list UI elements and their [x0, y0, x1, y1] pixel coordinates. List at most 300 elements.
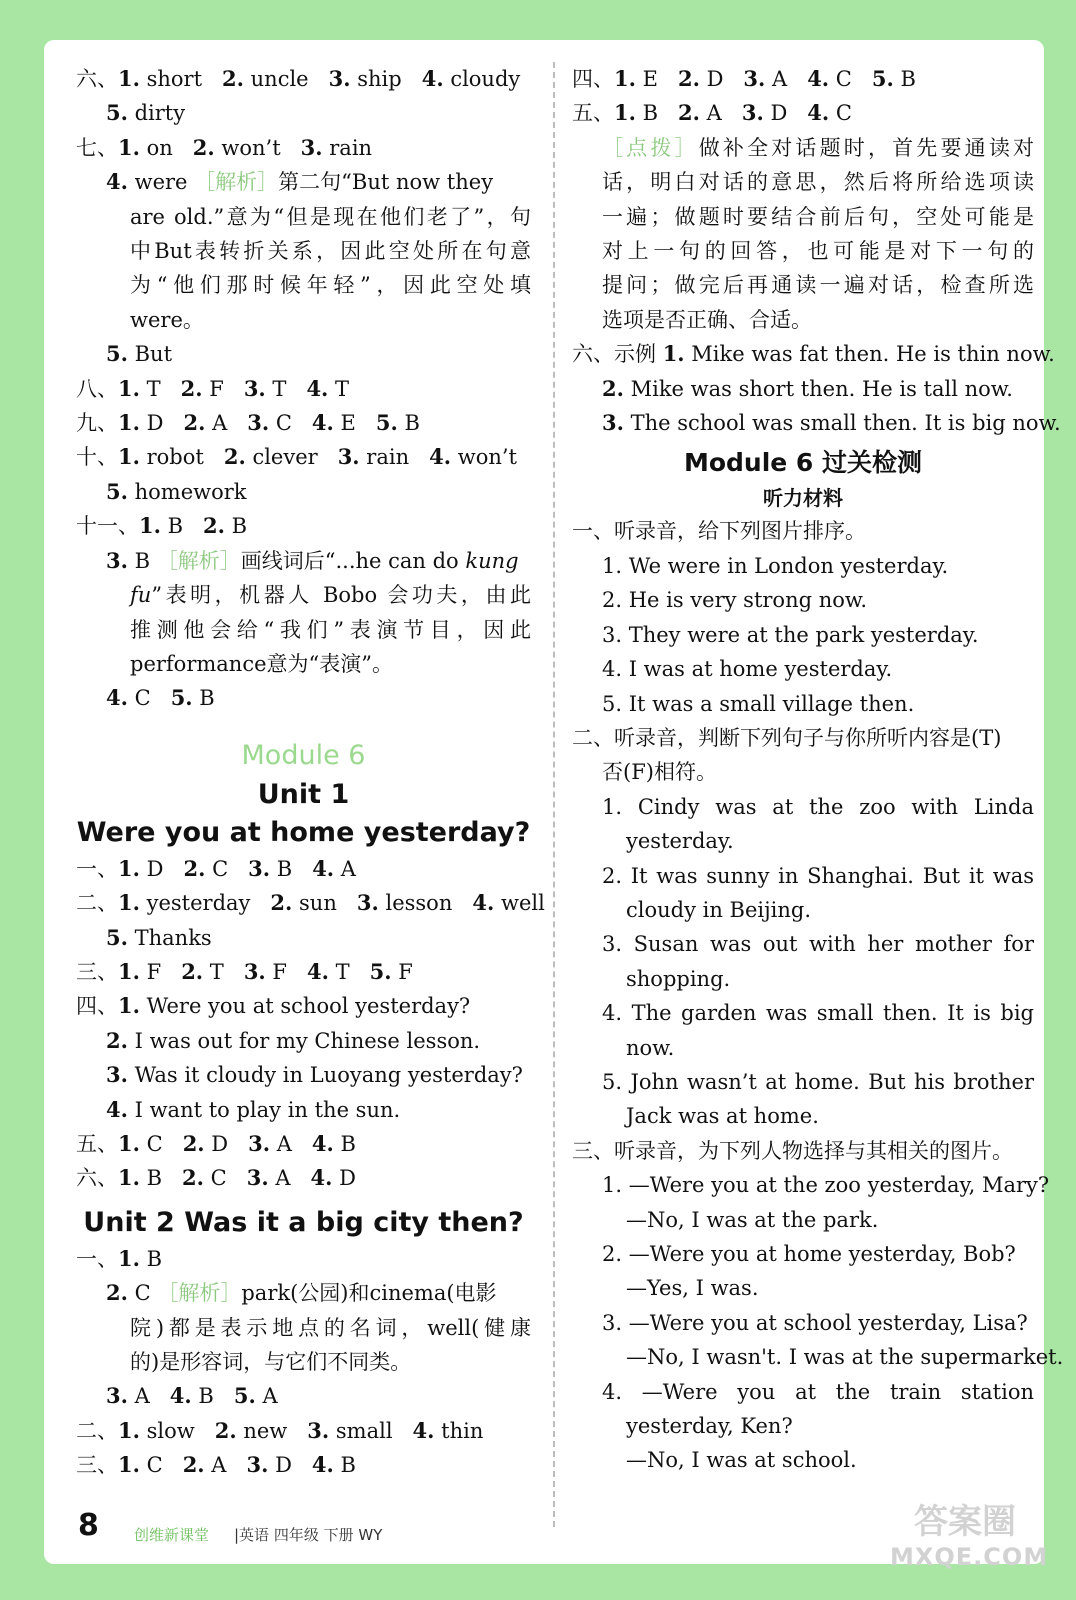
line-text: T [265, 376, 287, 401]
line-text: 二、 [76, 891, 118, 916]
line-text: A [255, 1384, 278, 1409]
answer-line [572, 893, 1034, 927]
left-column [76, 62, 545, 1483]
answer-line [76, 1448, 531, 1482]
line-text: 六、 [76, 1166, 118, 1191]
item-number: 3. [243, 375, 266, 401]
line-text: 六、 [76, 67, 118, 91]
line-text: sun [292, 891, 337, 916]
line-text: T [203, 959, 224, 984]
line-text: Thanks [127, 925, 212, 950]
listening-material-block [572, 514, 1064, 1477]
right-answers-block [572, 62, 1061, 440]
line-text: B [893, 67, 916, 91]
line-text: were [127, 170, 195, 195]
answer-line [572, 1134, 1034, 1168]
line-text: D [699, 67, 724, 91]
answer-line [572, 62, 1034, 96]
line-text: 提问；做完后再通读一遍对话，检查所选 [602, 273, 1034, 298]
answer-line [76, 1414, 531, 1448]
item-number: 5. [106, 924, 128, 950]
line-text: cloudy [443, 67, 521, 91]
line-text: 1. Cindy was at the zoo with Linda [602, 794, 1034, 819]
line-text: rain [322, 135, 373, 160]
item-number: 5. [106, 100, 128, 126]
item-number: 1. [118, 958, 140, 984]
answer-line [76, 62, 531, 96]
line-text: 四、 [572, 67, 614, 91]
line-text: 1. —Were you at the zoo yesterday, Mary? [602, 1173, 1050, 1198]
series-name: 创维新课堂 [134, 1526, 210, 1544]
line-text: cloudy in Beijing. [626, 897, 811, 922]
line-text: slow [139, 1418, 195, 1443]
item-number: 2. [602, 375, 624, 401]
line-text: won’t [451, 445, 517, 470]
line-text: park(公园)和cinema(电影 [241, 1281, 497, 1306]
answer-line [76, 578, 531, 612]
answer-line [572, 337, 1055, 371]
watermark-logo: 答案圈 [914, 1502, 1016, 1542]
answer-line [572, 583, 1034, 617]
item-number: 1. [614, 66, 636, 91]
line-text: 二、听录音，判断下列句子与你所听内容是(T) [572, 725, 1002, 750]
line-text: B [635, 101, 659, 126]
line-text: 十、 [76, 445, 118, 470]
analysis-tag: ［解析］ [157, 1281, 242, 1306]
line-text: C [205, 856, 229, 881]
item-number: 2. [106, 1280, 128, 1306]
line-text: new [236, 1418, 288, 1443]
answer-line [572, 1168, 1050, 1202]
item-number: 1. [118, 66, 140, 91]
line-text: D [268, 1453, 292, 1478]
answer-line [76, 475, 531, 509]
item-number: 1. [118, 444, 140, 470]
unit1-heading: Unit 1 [257, 778, 350, 810]
item-number: 2. [678, 100, 700, 126]
line-text: ”表明，机器人 Bobo 会功夫，由此 [151, 583, 531, 608]
line-text: A [127, 1384, 150, 1409]
line-text: 3. Susan was out with her mother for [602, 932, 1034, 957]
line-text: C [127, 686, 151, 711]
line-text: B [127, 548, 157, 573]
line-text: Mike was short then. He is tall now. [623, 376, 1013, 401]
line-text: —No, I was at the park. [626, 1207, 879, 1232]
line-text: E [333, 411, 356, 436]
column-divider [553, 62, 555, 1527]
item-number: 5. [106, 478, 128, 504]
line-text: B [333, 1453, 356, 1478]
line-text: A [204, 1453, 227, 1478]
answer-line [572, 996, 1034, 1030]
line-text: B [333, 1131, 356, 1156]
item-number: 4. [311, 410, 334, 436]
line-text: Were you at school yesterday? [139, 994, 471, 1019]
answer-line [76, 1276, 531, 1310]
item-number: 3. [247, 410, 270, 436]
line-text: yesterday [139, 891, 251, 916]
answer-line [76, 1242, 531, 1276]
line-text: 七、 [76, 135, 118, 160]
item-number: 2. [181, 958, 204, 984]
answer-line [572, 165, 1034, 199]
item-number: 4. [307, 958, 329, 984]
item-number: 2. [182, 1130, 205, 1156]
line-text: F [139, 959, 162, 984]
answer-line [572, 1306, 1034, 1340]
item-number: 1. [118, 410, 140, 436]
line-text: A [268, 1166, 291, 1191]
line-text: —No, I wasn't. I was at the supermarket. [626, 1345, 1064, 1370]
item-number: 1. [139, 513, 161, 539]
answer-line [572, 755, 1034, 789]
line-text: A [334, 856, 356, 881]
item-number: 2. [677, 66, 700, 91]
item-number: 4. [421, 66, 444, 91]
item-number: 5. [106, 341, 128, 367]
line-text: C [139, 1453, 163, 1478]
answer-line [572, 687, 1034, 721]
item-number: 4. [106, 1096, 128, 1122]
line-text: C [203, 1166, 227, 1191]
subject-info: |英语 四年级 下册 WY [234, 1526, 383, 1544]
answer-line [572, 927, 1034, 961]
line-text: B [192, 686, 215, 711]
line-text: I was out for my Chinese lesson. [127, 1028, 481, 1053]
line-text: B [191, 1384, 214, 1409]
item-number: 1. [118, 375, 140, 401]
line-text: B [224, 514, 248, 539]
answer-line [76, 96, 531, 130]
item-number: 4. [807, 100, 830, 126]
line-text: C [269, 411, 292, 436]
item-number: 4. [412, 1417, 435, 1443]
line-text: Mike was fat then. He is thin now. [684, 342, 1055, 367]
line-text: ship [350, 67, 402, 91]
answer-line [76, 303, 531, 337]
answer-line [572, 96, 1034, 130]
answer-line [572, 1065, 1034, 1099]
line-text: yesterday, Ken? [626, 1414, 793, 1439]
answer-line [76, 852, 531, 886]
right-column [572, 62, 1064, 1478]
item-number: 4. [311, 1130, 334, 1156]
line-text: were。 [130, 307, 204, 332]
answer-line [572, 1443, 1034, 1477]
item-number: 2. [182, 1452, 205, 1478]
line-text: uncle [243, 67, 309, 91]
answer-line [76, 544, 531, 578]
answer-line [76, 921, 531, 955]
line-text: robot [139, 445, 204, 470]
line-text: B [139, 1246, 163, 1271]
answer-line [76, 1161, 531, 1195]
line-text: B [270, 856, 293, 881]
item-number: 3. [741, 100, 764, 126]
line-text: homework [127, 479, 247, 504]
line-text: 否(F)相符。 [602, 760, 717, 785]
line-text: shopping. [626, 966, 731, 991]
line-text: 画线词后“...he can do [240, 548, 466, 573]
answer-line [572, 618, 1034, 652]
answer-line [76, 1058, 531, 1092]
module-test-title: Module 6 过关检测 [683, 448, 923, 478]
line-text: 2. It was sunny in Shanghai. But it was [602, 863, 1034, 888]
line-text: B [397, 411, 420, 436]
line-text: clever [245, 445, 318, 470]
line-text: E [635, 67, 658, 91]
line-text: 为“他们那时候年轻”，因此空处填 [130, 273, 531, 298]
line-text: A [205, 411, 228, 436]
line-text: C [139, 1131, 163, 1156]
item-number: 4. [429, 444, 452, 470]
line-text: 3. —Were you at school yesterday, Lisa? [602, 1310, 1028, 1335]
answer-line [76, 165, 531, 199]
item-number: 2. [203, 513, 225, 539]
analysis-tag: ［解析］ [194, 170, 279, 195]
item-number: 4. [807, 66, 830, 91]
line-text: 2. —Were you at home yesterday, Bob? [602, 1242, 1016, 1266]
item-number: 3. [248, 855, 271, 881]
item-number: 3. [246, 1452, 269, 1478]
item-number: 1. [118, 1452, 140, 1478]
line-text: C [829, 101, 852, 126]
answer-line [572, 1099, 1034, 1133]
item-number: 3. [337, 444, 360, 470]
line-text: 三、 [76, 959, 118, 984]
line-text: performance意为“表演”。 [130, 651, 393, 676]
answer-line [76, 955, 531, 989]
item-number: 5. [871, 66, 894, 91]
line-text: thin [434, 1418, 484, 1443]
line-text: I want to play in the sun. [127, 1097, 401, 1122]
item-number: 2. [222, 66, 244, 91]
italic-text: kung [465, 548, 519, 573]
italic-text: fu [130, 583, 152, 608]
item-number: 4. [311, 1452, 334, 1478]
item-number: 5. [369, 958, 392, 984]
item-number: 1. [614, 100, 636, 126]
analysis-tag: ［点拨］ [602, 135, 699, 160]
line-text: 的)是形容词，与它们不同类。 [130, 1350, 412, 1374]
line-text: D [139, 411, 164, 436]
line-text: Was it cloudy in Luoyang yesterday? [127, 1063, 523, 1088]
item-number: 1. [118, 1165, 140, 1191]
answer-line [76, 131, 531, 165]
line-text: T [328, 376, 350, 401]
item-number: 4. [106, 685, 128, 711]
answer-line [76, 1345, 531, 1379]
line-text: now. [626, 1035, 675, 1060]
item-number: 1. [118, 134, 140, 160]
line-text: 五、 [76, 1131, 118, 1156]
line-text: 5. It was a small village then. [602, 691, 915, 716]
item-number: 2. [183, 410, 206, 436]
answer-line [76, 406, 531, 440]
line-text: 一、听录音，给下列图片排序。 [572, 519, 866, 544]
item-number: 1. [118, 855, 140, 881]
line-text: small [329, 1418, 393, 1443]
answer-line [76, 1093, 531, 1127]
item-number: 1. [118, 1417, 140, 1443]
line-text: 第二句“But now they [278, 170, 494, 195]
answer-line [76, 1379, 531, 1413]
line-text: 九、 [76, 411, 118, 436]
line-text: 一、 [76, 1246, 118, 1271]
item-number: 3. [243, 958, 266, 984]
item-number: 2. [192, 134, 215, 160]
item-number: 4. [310, 1165, 333, 1191]
answer-line [572, 859, 1034, 893]
watermark [890, 1500, 1049, 1580]
item-number: 2. [182, 1165, 204, 1191]
answer-line [76, 1127, 531, 1161]
line-text: 三、听录音，为下列人物选择与其相关的图片。 [572, 1138, 1013, 1163]
item-number: 4. [169, 1383, 192, 1409]
item-number: 2. [183, 855, 206, 881]
item-number: 1. [118, 993, 140, 1019]
item-number: 1. [118, 1130, 140, 1156]
line-text: 三、 [76, 1453, 118, 1478]
left-answers-block [76, 62, 531, 716]
item-number: 3. [602, 410, 624, 436]
answer-line [572, 824, 1034, 858]
answer-line [572, 1409, 1034, 1443]
item-number: 3. [106, 1383, 128, 1409]
line-text: D [332, 1166, 356, 1191]
line-text: 4. The garden was small then. It is big [602, 1001, 1034, 1026]
answer-line [572, 372, 1034, 406]
item-number: 3. [106, 1062, 128, 1088]
line-text: D [763, 101, 788, 126]
item-number: 5. [170, 685, 193, 711]
answer-line [76, 200, 531, 234]
answer-line [572, 962, 1034, 996]
line-text: rain [359, 445, 410, 470]
item-number: 2. [106, 1027, 128, 1053]
line-text: B [139, 1166, 163, 1191]
watermark-url: MXQE.COM [890, 1543, 1049, 1571]
line-text: T [328, 959, 350, 984]
item-number: 3. [246, 1165, 269, 1191]
line-text: are old.”意为“但是现在他们老了”，句 [130, 204, 531, 229]
line-text: 五、 [572, 101, 614, 126]
answer-line [572, 1340, 1064, 1374]
unit1-title: Were you at home yesterday? [76, 816, 531, 848]
answer-line [76, 647, 531, 681]
line-text: A [765, 67, 788, 91]
item-number: 3. [743, 66, 766, 91]
item-number: 1. [662, 341, 685, 367]
answer-line [572, 268, 1034, 302]
answer-line [76, 509, 531, 543]
line-text: 十一、 [76, 514, 139, 539]
answer-line [572, 131, 1034, 165]
analysis-tag: ［解析］ [156, 548, 241, 573]
page-number: 8 [78, 1508, 99, 1543]
item-number: 3. [356, 890, 379, 916]
line-text: 对上一句的回答，也可能是对下一句的 [602, 239, 1034, 264]
line-text: 四、 [76, 994, 118, 1019]
line-text: A [270, 1131, 292, 1156]
answer-line [76, 268, 531, 302]
line-text: 推测他会给“我们”表演节目，因此 [130, 617, 531, 642]
answer-line [572, 790, 1034, 824]
line-text: 一遍；做题时要结合前后句，空处可能是 [602, 204, 1034, 229]
line-text: 做补全对话题时，首先要通读对 [698, 135, 1035, 160]
item-number: 2. [223, 444, 246, 470]
answer-line [76, 234, 531, 268]
line-text: 一、 [76, 856, 118, 881]
line-text: 八、 [76, 376, 118, 401]
line-text: 中But表转折关系，因此空处所在句意 [130, 239, 531, 264]
item-number: 2. [214, 1417, 237, 1443]
answer-line [76, 989, 531, 1023]
item-number: 3. [300, 134, 323, 160]
line-text: on [139, 135, 173, 160]
answer-line [76, 613, 531, 647]
answer-line [572, 406, 1061, 440]
line-text: 六、示例 [572, 342, 663, 367]
item-number: 2. [270, 890, 293, 916]
item-number: 5. [375, 410, 398, 436]
item-number: 4. [312, 855, 335, 881]
line-text: 选项是否正确、合适。 [602, 307, 812, 332]
answer-line [76, 681, 531, 715]
listening-subtitle: 听力材料 [763, 486, 843, 511]
line-text: B [160, 514, 184, 539]
line-text: 3. They were at the park yesterday. [602, 622, 979, 647]
item-number: 3. [307, 1417, 330, 1443]
line-text: The school was small then. It is big now. [623, 411, 1061, 436]
answer-line [76, 886, 545, 920]
answer-line [572, 234, 1034, 268]
line-text: yesterday. [626, 829, 734, 854]
item-number: 1. [118, 890, 140, 916]
item-number: 4. [306, 375, 329, 401]
answer-line [76, 372, 531, 406]
item-number: 4. [472, 890, 495, 916]
line-text: T [139, 376, 161, 401]
line-text: F [202, 376, 224, 401]
line-text: D [204, 1131, 229, 1156]
item-number: 3. [328, 66, 351, 91]
unit1-answers-block [76, 852, 545, 1196]
line-text: C [127, 1281, 158, 1306]
answer-line [572, 200, 1034, 234]
line-text: 2. He is very strong now. [602, 588, 868, 613]
line-text: 4. —Were you at the train station [602, 1379, 1034, 1404]
answer-line [76, 337, 531, 371]
answer-line [572, 1375, 1034, 1409]
line-text: 4. I was at home yesterday. [602, 657, 893, 682]
answer-line [572, 721, 1034, 755]
answer-line [572, 549, 1034, 583]
line-text: A [699, 101, 722, 126]
line-text: 二、 [76, 1418, 118, 1443]
module-heading: Module 6 [241, 739, 366, 771]
answer-line [76, 1024, 531, 1058]
answer-line [76, 440, 531, 474]
line-text: 5. John wasn’t at home. But his brother [602, 1069, 1034, 1094]
line-text: F [265, 959, 287, 984]
line-text: But [127, 342, 173, 367]
answer-line [76, 1311, 531, 1345]
item-number: 2. [180, 375, 203, 401]
line-text: —Yes, I was. [626, 1276, 759, 1301]
line-text: lesson [378, 891, 453, 916]
line-text: C [829, 67, 852, 91]
